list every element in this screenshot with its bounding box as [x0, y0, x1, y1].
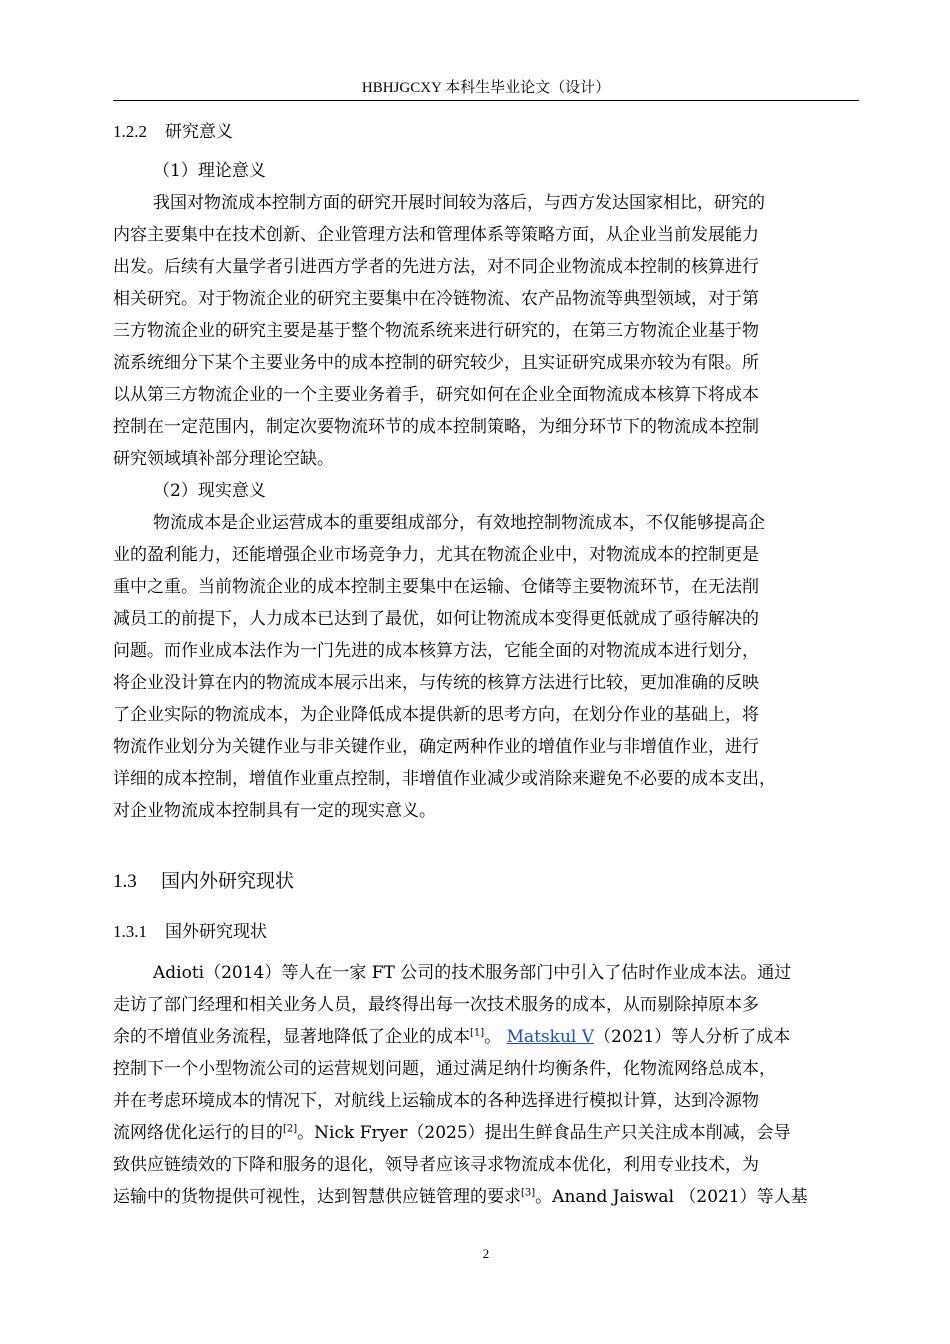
paragraph-line [113, 1186, 808, 1208]
text-run: 。Anand Jaiswal （2021）等人基 [535, 1187, 808, 1207]
section-title: 国外研究现状 [165, 922, 267, 942]
text-run: 。 [484, 1027, 507, 1047]
author-link[interactable]: Matskul V [506, 1027, 595, 1047]
paragraph-line: 重中之重。当前物流企业的成本控制主要集中在运输、仓储等主要物流环节，在无法削 [113, 577, 759, 597]
section-number: 1.3 [113, 871, 137, 892]
paragraph-line: 三方物流企业的研究主要是基于整个物流系统来进行研究的，在第三方物流企业基于物 [113, 321, 759, 341]
header-rule [113, 100, 859, 101]
page-header: HBHJGCXY 本科生毕业论文（设计） [361, 80, 611, 96]
paragraph-line: 物流成本是企业运营成本的重要组成部分，有效地控制物流成本，不仅能够提高企 [153, 513, 765, 533]
paragraph-line: 相关研究。对于物流企业的研究主要集中在冷链物流、农产品物流等典型领域，对于第 [113, 289, 759, 309]
citation-ref[interactable]: [3] [521, 1187, 536, 1199]
paragraph-line: 并在考虑环境成本的情况下，对航线上运输成本的各种选择进行模拟计算，达到冷源物 [113, 1091, 759, 1111]
paragraph-line: 以从第三方物流企业的一个主要业务着手，研究如何在企业全面物流成本核算下将成本 [113, 385, 759, 405]
paragraph-line: 出发。后续有大量学者引进西方学者的先进方法，对不同企业物流成本控制的核算进行 [113, 257, 759, 277]
paragraph-line: 问题。而作业成本法作为一门先进的成本核算方法，它能全面的对物流成本进行划分， [113, 641, 759, 661]
paragraph-line: 将企业没计算在内的物流成本展示出来，与传统的核算方法进行比较，更加准确的反映 [113, 673, 759, 693]
paragraph-line: 对企业物流成本控制具有一定的现实意义。 [113, 801, 436, 821]
paragraph-line: 内容主要集中在技术创新、企业管理方法和管理体系等策略方面，从企业当前发展能力 [113, 225, 759, 245]
subheading-practical: （2）现实意义 [153, 481, 266, 501]
text-run: 。Nick Fryer（2025）提出生鲜食品生产只关注成本削减，会导 [297, 1123, 791, 1143]
citation-ref[interactable]: [2] [283, 1123, 298, 1135]
section-heading-1-3 [113, 866, 873, 897]
section-number: 1.3.1 [113, 922, 147, 941]
text-run: 余的不增值业务流程，显著地降低了企业的成本 [113, 1027, 470, 1047]
citation-ref[interactable]: [1] [470, 1027, 485, 1039]
section-title: 国内外研究现状 [161, 870, 295, 892]
subheading-theory: （1）理论意义 [153, 161, 266, 181]
paragraph-line: 致供应链绩效的下降和服务的退化，领导者应该寻求物流成本优化，利用专业技术，为 [113, 1155, 759, 1175]
paragraph-line: 流系统细分下某个主要业务中的成本控制的研究较少，且实证研究成果亦较为有限。所 [113, 353, 759, 373]
text-run: 运输中的货物提供可视性，达到智慧供应链管理的要求 [113, 1187, 521, 1207]
paragraph-line: 减员工的前提下，人力成本已达到了最优，如何让物流成本变得更低就成了亟待解决的 [113, 609, 759, 629]
paragraph-line: 业的盈利能力，还能增强企业市场竞争力，尤其在物流企业中，对物流成本的控制更是 [113, 545, 759, 565]
paragraph-line: 物流作业划分为关键作业与非关键作业，确定两种作业的增值作业与非增值作业，进行 [113, 737, 759, 757]
paragraph-line: 了企业实际的物流成本，为企业降低成本提供新的思考方向，在划分作业的基础上，将 [113, 705, 759, 725]
paragraph-line [113, 1122, 791, 1144]
paragraph-line: 我国对物流成本控制方面的研究开展时间较为落后，与西方发达国家相比，研究的 [153, 193, 765, 213]
paragraph-line: 控制下一个小型物流公司的运营规划问题，通过满足纳什均衡条件，化物流网络总成本， [113, 1059, 776, 1079]
text-run: （2021）等人分析了成本 [594, 1027, 791, 1047]
paragraph-line: 研究领域填补部分理论空缺。 [113, 449, 334, 469]
section-title: 研究意义 [165, 122, 233, 142]
paragraph-line [113, 1026, 790, 1048]
text-run: 流网络优化运行的目的 [113, 1123, 283, 1143]
paragraph-line: 控制在一定范围内，制定次要物流环节的成本控制策略，为细分环节下的物流成本控制 [113, 417, 759, 437]
section-number: 1.2.2 [113, 122, 147, 141]
paragraph-line: Adioti（2014）等人在一家 FT 公司的技术服务部门中引入了估时作业成本法。通过 [153, 963, 792, 983]
page-number: 2 [482, 1246, 490, 1261]
paragraph-line: 走访了部门经理和相关业务人员，最终得出每一次技术服务的成本，从而剔除掉原本多 [113, 995, 759, 1015]
section-heading-1-2-2 [113, 119, 873, 145]
section-heading-1-3-1 [113, 919, 873, 945]
paragraph-line: 详细的成本控制，增值作业重点控制，非增值作业减少或消除来避免不必要的成本支出， [113, 769, 776, 789]
